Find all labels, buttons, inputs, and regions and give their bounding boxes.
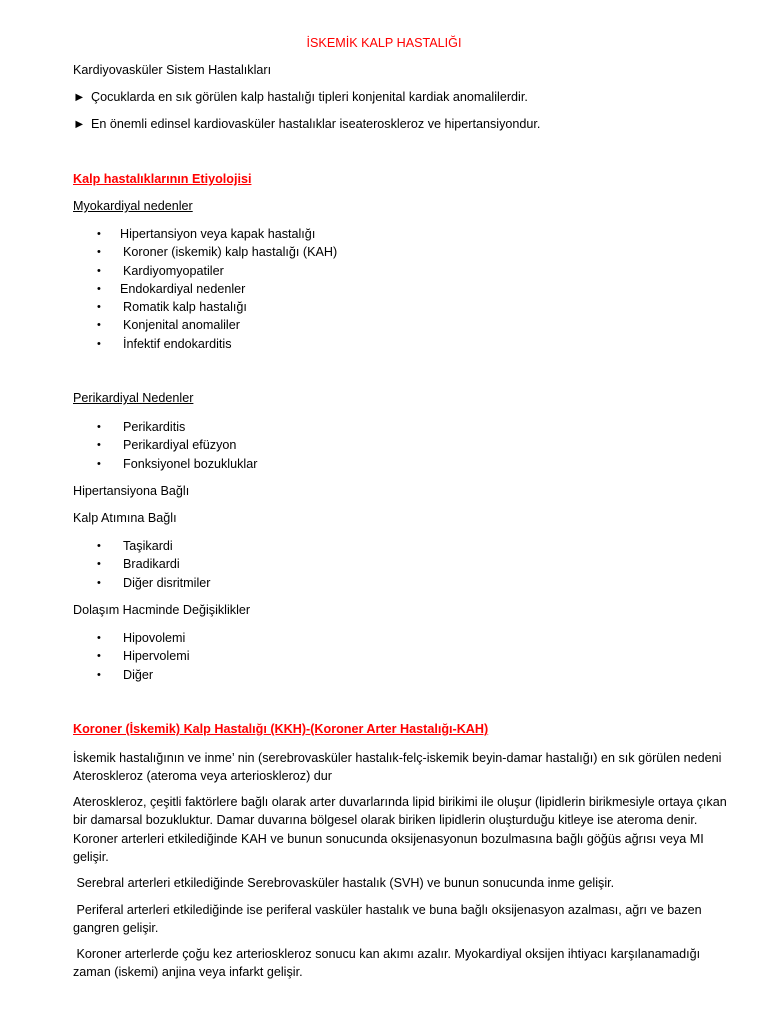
bullet-icon: • [97, 668, 101, 681]
bullet-icon: • [97, 264, 101, 277]
paragraph-5: Koroner arterlerde çoğu kez arterioskleroz sonucu kan akımı azalır. Myokardiyal oksijen ihtiyacı karşılanamadığı zaman (iskemi) anjina veya infarkt gelişir. [73, 947, 704, 980]
paragraph-4: Periferal arterleri etkilediğinde ise periferal vasküler hastalık ve buna bağlı oksijenasyon azalması, ağrı ve bazen gangren gelişir. [73, 903, 706, 936]
paragraph-3: Serebral arterleri etkilediğinde Serebrovasküler hastalık (SVH) ve bunun sonucunda inme gelişir. [73, 876, 615, 890]
bullet-icon: • [97, 576, 101, 589]
bullet-icon: • [97, 457, 101, 470]
heart-rate-heading: Kalp Atımına Bağlı [73, 511, 177, 525]
pericardial-heading: Perikardiyal Nedenler [73, 391, 194, 405]
arrow-icon: ► [73, 90, 86, 104]
point-1-text: Çocuklarda en sık görülen kalp hastalığı tipleri konjenital kardiak anomalilerdir. [91, 90, 528, 104]
bullet-icon: • [97, 632, 101, 644]
coronary-heading: Koroner (İskemik) Kalp Hastalığı (KKH)-(Koroner Arter Hastalığı-KAH) [73, 722, 489, 736]
bullet-icon: • [97, 319, 101, 332]
bullet-icon: • [97, 650, 101, 663]
bullet-icon: • [97, 439, 101, 452]
bullet-icon: • [97, 228, 101, 240]
bullet-icon: • [97, 540, 101, 552]
bullet-icon: • [97, 301, 101, 314]
point-2-text: En önemli edinsel kardiovasküler hastalıklar iseateroskleroz ve hipertansiyondur. [91, 117, 541, 131]
bullet-icon: • [97, 558, 101, 571]
intro-line: Kardiyovasküler Sistem Hastalıkları [73, 63, 272, 77]
point-1 [73, 90, 528, 104]
paragraph-2: Ateroskleroz, çeşitli faktörlere bağlı olarak arter duvarlarında lipid birikimi ile oluşur (lipidlerin birikmesiyle ortaya çıkan bir damarsal bozukluktur. Damar duvarına bölgesel olarak biriken lipidlerin oluşturduğu kitleye ise ateroma denir. Koroner arterleri etkilediğinde KAH ve bunun sonucunda oksijenasyonun bozulmasına bağlı göğüs ağrısı veya MI gelişir. [73, 795, 727, 864]
point-2 [73, 117, 540, 131]
myocardial-heading: Myokardiyal nedenler [73, 199, 193, 213]
bullet-icon: • [97, 246, 101, 259]
paragraph-1: İskemik hastalığının ve inme’ nin (serebrovasküler hastalık-felç-iskemik beyin-damar hastalığı) en sık görülen nedeni Ateroskleroz (ateroma veya arterioskleroz) dur [73, 751, 722, 784]
arrow-icon: ► [73, 117, 86, 131]
bullet-icon: • [97, 282, 101, 295]
bullet-icon: • [97, 337, 101, 350]
etiology-heading: Kalp hastalıklarının Etiyolojisi [73, 172, 252, 186]
hypertension-heading: Hipertansiyona Bağlı [73, 484, 190, 498]
bullet-icon: • [97, 421, 101, 433]
document-page: İSKEMİK KALP HASTALIĞI Kardiyovasküler Sistem Hastalıkları ► Çocuklarda en sık görülen kalp hastalığı tipleri konjenital kardiak anomalilerdir. ► En önemli edinsel kardiovasküler hastalıklar iseateroskleroz ve hipertansiyondur. Kalp hastalıklarının Etiyolojisi Myokardiyal nedenler • Hipertansiyon veya kapak hastalığı • Koroner (iskemik) kalp hastalığı (KAH) • Kardiyomyopatiler • Endokardiyal nedenler • Romatik kalp hastalığı • Konjenital anomaliler • İnfektif endokarditis Perikardiyal Nedenler • Perikarditis • Perikardiyal efüzyon • Fonksiyonel bozukluklar Hipertansiyona Bağlı Kalp Atımına Bağlı • Taşikardi • Bradikardi • Diğer disritmiler Dolaşım Hacminde Değişiklikler • Hipovolemi • Hipervolemi • Diğer Koroner (İskemik) Kalp Hastalığı (KKH)-(Koroner Arter Hastalığı-KAH) İskemik hastalığının ve inme’ nin (serebrovasküler hastalık-felç-iskemik beyin-damar hastalığı) en sık görülen nedeni Ateroskleroz (ateroma veya arterioskleroz) dur Ateroskleroz, çeşitli faktörlere bağlı olarak arter duvarlarında lipid birikimi ile oluşur (lipidlerin birikmesiyle ortaya çıkan bir damarsal bozukluktur. Damar duvarına bölgesel olarak biriken lipidlerin oluşturduğu kitleye ise ateroma denir. Koroner arterleri etkilediğinde KAH ve bunun sonucunda oksijenasyonun bozulmasına bağlı göğüs ağrısı veya MI gelişir. Serebral arterleri etkilediğinde Serebrovasküler hastalık (SVH) ve bunun sonucunda inme gelişir. Periferal arterleri etkilediğinde ise periferal vasküler hastalık ve buna bağlı oksijenasyon azalması, ağrı ve bazen gangren gelişir. Koroner arterlerde çoğu kez arterioskleroz sonucu kan akımı azalır. Myokardiyal oksijen ihtiyacı karşılanamadığı zaman (iskemi) anjina veya infarkt gelişir. [0, 0, 768, 1024]
volume-heading: Dolaşım Hacminde Değişiklikler [73, 603, 251, 617]
page-title: İSKEMİK KALP HASTALIĞI [306, 36, 462, 50]
